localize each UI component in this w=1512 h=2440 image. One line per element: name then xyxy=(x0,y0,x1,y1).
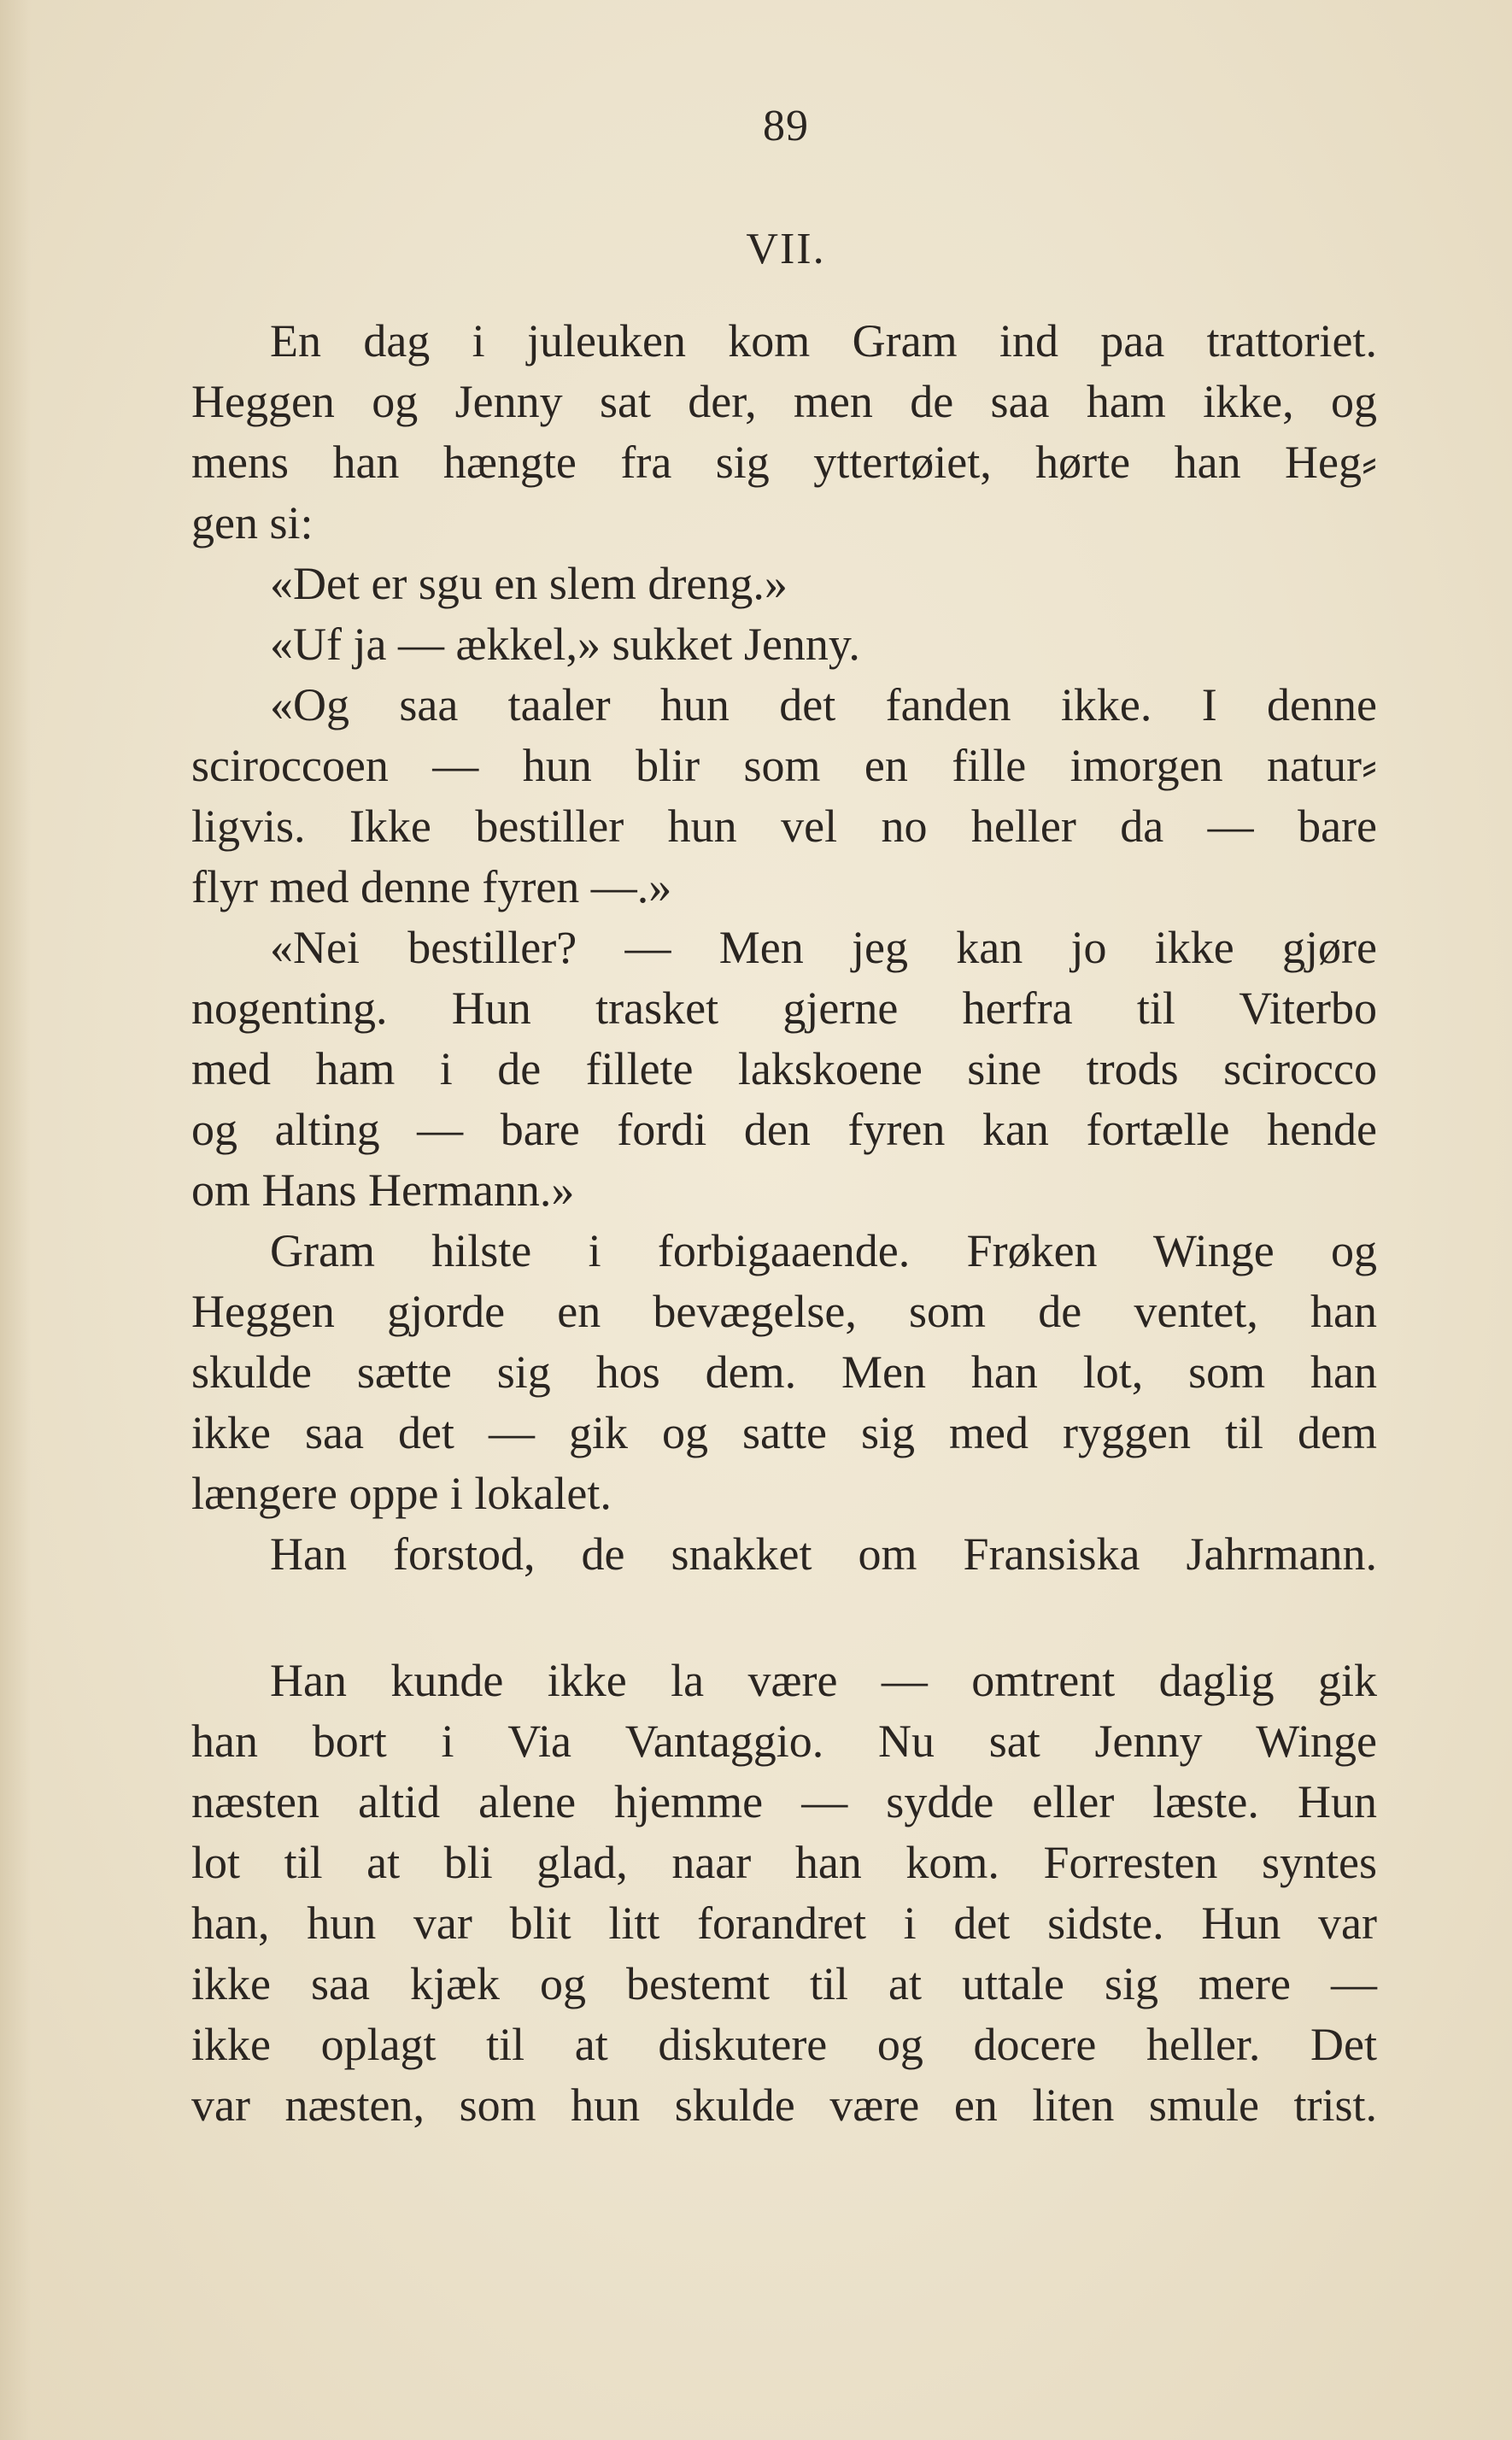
text-line: næsten altid alene hjemme — sydde eller læste. Hun xyxy=(191,1776,1377,1827)
text-line: Han forstod, de snakket om Fransiska Jahrmann. xyxy=(270,1528,1377,1580)
text-line: ikke saa det — gik og satte sig med ryggen til dem xyxy=(191,1407,1377,1458)
text-line: han bort i Via Vantaggio. Nu sat Jenny Winge xyxy=(191,1716,1377,1767)
text-section-2 xyxy=(191,1651,1377,2136)
text-line: flyr med denne fyren —.» xyxy=(191,861,672,912)
text-line: lot til at bli glad, naar han kom. Forresten syntes xyxy=(191,1837,1377,1888)
text-line: mens han hængte fra sig yttertøiet, hørte han Heg⸗ xyxy=(191,437,1377,488)
text-line: gen si: xyxy=(191,497,314,548)
text-line: «Uf ja — ækkel,» sukket Jenny. xyxy=(270,619,860,670)
text-line: længere oppe i lokalet. xyxy=(191,1468,612,1519)
text-line: ikke oplagt til at diskutere og docere heller. Det xyxy=(191,2019,1377,2070)
text-line: Heggen gjorde en bevægelse, som de ventet, han xyxy=(191,1286,1377,1337)
text-line: og alting — bare fordi den fyren kan fortælle hende xyxy=(191,1104,1377,1155)
text-line: «Det er sgu en slem dreng.» xyxy=(270,558,788,609)
text-line: han, hun var blit litt forandret i det sidste. Hun var xyxy=(191,1897,1377,1949)
text-line: Heggen og Jenny sat der, men de saa ham ikke, og xyxy=(191,376,1377,427)
text-line: var næsten, som hun skulde være en liten smule trist. xyxy=(191,2079,1377,2131)
page-gutter-shadow xyxy=(0,0,31,2440)
page-number: 89 xyxy=(763,102,809,150)
text-line: Gram hilste i forbigaaende. Frøken Winge og xyxy=(270,1225,1377,1276)
text-line: ligvis. Ikke bestiller hun vel no heller da — bare xyxy=(191,801,1377,852)
text-line: «Og saa taaler hun det fanden ikke. I denne xyxy=(270,679,1377,730)
text-line: nogenting. Hun trasket gjerne herfra til Viterbo xyxy=(191,982,1377,1034)
text-line: ikke saa kjæk og bestemt til at uttale sig mere — xyxy=(191,1958,1377,2009)
text-section-1 xyxy=(191,311,1377,1585)
text-line: med ham i de fillete lakskoene sine trods scirocco xyxy=(191,1043,1377,1094)
text-line: «Nei bestiller? — Men jeg kan jo ikke gjøre xyxy=(270,922,1377,973)
chapter-heading: VII. xyxy=(746,225,826,273)
text-line: sciroccoen — hun blir som en fille imorgen natur⸗ xyxy=(191,740,1377,791)
text-line: En dag i juleuken kom Gram ind paa trattoriet. xyxy=(270,315,1377,367)
text-line: Han kunde ikke la være — omtrent daglig gik xyxy=(270,1655,1377,1706)
text-line: om Hans Hermann.» xyxy=(191,1164,575,1216)
text-line: skulde sætte sig hos dem. Men han lot, som han xyxy=(191,1346,1377,1398)
